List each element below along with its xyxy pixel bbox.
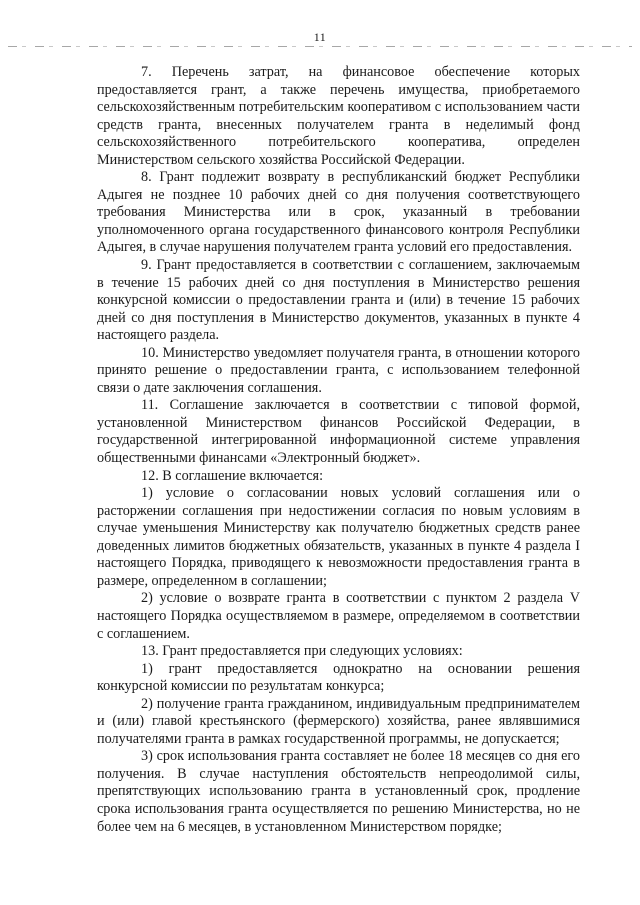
paragraph-11: 11. Соглашение заключается в соответствии с типовой формой, установленной Министерством финансов Российской Федерации, в государственной интегрированной информационной системе управления общественными финансами «Электронный бюджет». bbox=[97, 397, 580, 467]
paragraph-13-item-1: 1) грант предоставляется однократно на основании решения конкурсной комиссии по результатам конкурса; bbox=[97, 660, 580, 695]
paragraph-13: 13. Грант предоставляется при следующих условиях: bbox=[141, 643, 463, 660]
paragraph-9: 9. Грант предоставляется в соответствии с соглашением, заключаемым в течение 15 рабочих дней со дня поступления в Министерство решения конкурсной комиссии о предоставлении гранта и (или) в течение 15 рабочих дней со дня поступления в Министерство документов, указанных в пункте 4 настоящего раздела. bbox=[97, 257, 580, 344]
paragraph-13-item-3: 3) срок использования гранта составляет не более 18 месяцев со дня его получения. В случае наступления обстоятельств непреодолимой силы, препятствующих использованию гранта в установленный срок, продление срока использования гранта осуществляется по решению Министерства, но не более чем на 6 месяцев, в установленном Министерством порядке; bbox=[97, 748, 580, 835]
paragraph-7: 7. Перечень затрат, на финансовое обеспечение которых предоставляется грант, а также перечень имущества, приобретаемого сельскохозяйственным потребительским кооперативом с использованием части средств гранта, внесенных получателем гранта в неделимый фонд сельскохозяйственного потребительского кооператива, определен Министерством сельского хозяйства Российской Федерации. bbox=[97, 64, 580, 168]
page-number: 11 bbox=[313, 30, 327, 44]
paragraph-12-item-2: 2) условие о возврате гранта в соответствии с пунктом 2 раздела V настоящего Порядка осуществляемом в размере, определяемом в соответствии с соглашением. bbox=[97, 590, 580, 642]
paragraph-12: 12. В соглашение включается: bbox=[141, 467, 324, 484]
paragraph-13-item-2: 2) получение гранта гражданином, индивидуальным предпринимателем и (или) главой крестьянского (фермерского) хозяйства, ранее являвшимися получателями гранта в рамках государственной программы, не допускается; bbox=[97, 695, 580, 747]
document-body bbox=[97, 64, 580, 836]
paragraph-10: 10. Министерство уведомляет получателя гранта, в отношении которого принято решение о предоставлении гранта, с использованием телефонной связи о дате заключения соглашения. bbox=[97, 344, 580, 396]
paragraph-8: 8. Грант подлежит возврату в республиканский бюджет Республики Адыгея не позднее 10 рабочих дней со дня получения соответствующего требования Министерства или в срок, указанный в требовании уполномоченного органа государственного финансового контроля Республики Адыгея, в случае нарушения получателем гранта условий его предоставления. bbox=[97, 169, 580, 256]
paragraph-12-item-1: 1) условие о согласовании новых условий соглашения или о расторжении соглашения при недостижении согласия по новым условиям в случае уменьшения Министерству как получателю бюджетных средств ранее доведенных лимитов бюджетных обязательств, указанных в пункте 4 раздела I настоящего Порядка, приводящего к невозможности предоставления гранта в размере, определенном в соглашении; bbox=[97, 485, 580, 589]
header-rule bbox=[8, 46, 632, 47]
